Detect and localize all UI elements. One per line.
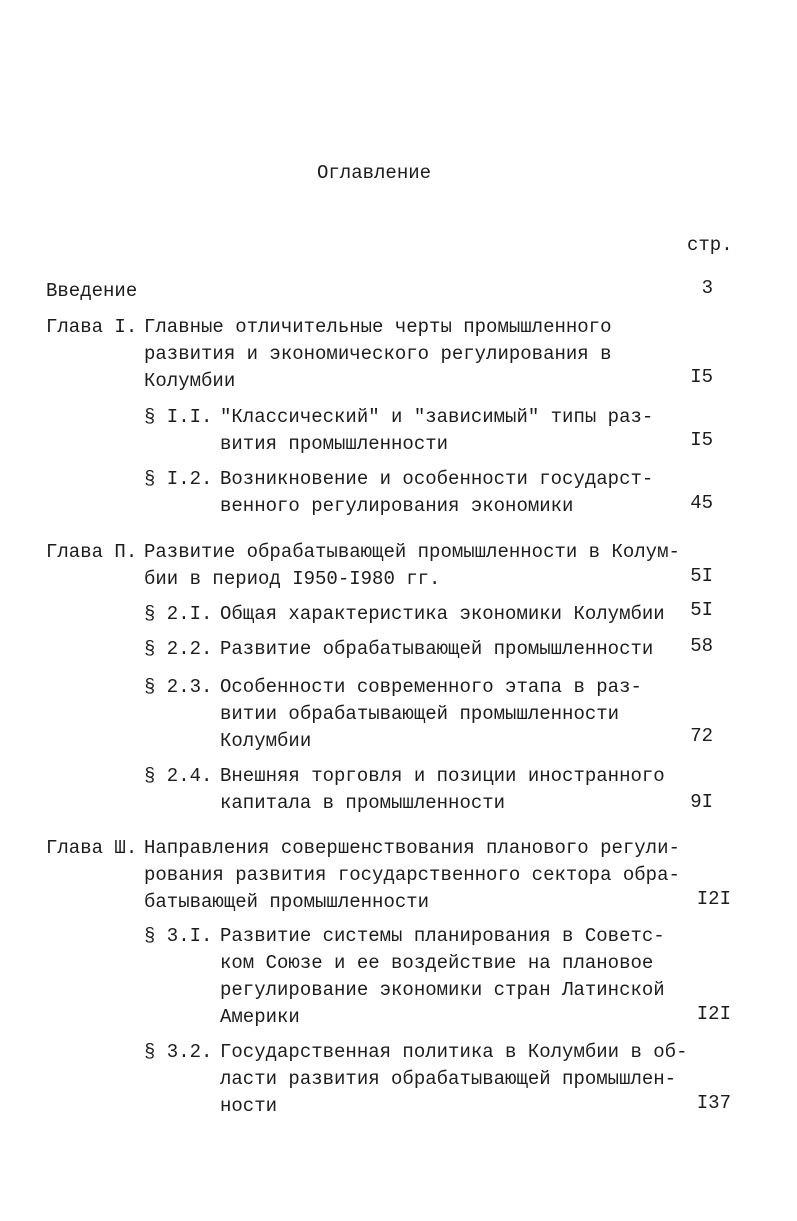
section-1-2-number: § I.2. (144, 468, 213, 490)
section-2-2-number: § 2.2. (144, 638, 213, 660)
section-3-2-line: ласти развития обрабатывающей промышлен- (220, 1068, 677, 1090)
section-2-3-number: § 2.3. (144, 676, 213, 698)
chapter-3-line: батывающей промышленности (144, 891, 430, 913)
section-1-1-line: "Классический" и "зависимый" типы раз- (220, 406, 654, 428)
section-2-1-page: 5I (690, 599, 713, 621)
section-1-2-page: 45 (690, 492, 713, 514)
section-1-1-number: § I.I. (144, 406, 213, 428)
section-2-4-page: 9I (690, 791, 713, 813)
chapter-2-page: 5I (690, 565, 713, 587)
section-2-1-line: Общая характеристика экономики Колумбии (220, 603, 665, 625)
section-3-2-line: Государственная политика в Колумбии в об- (220, 1041, 688, 1063)
section-2-3-line: Особенности современного этапа в раз- (220, 676, 642, 698)
chapter-3-page: I2I (696, 888, 731, 910)
section-2-4-number: § 2.4. (144, 765, 213, 787)
chapter-1-line: Главные отличительные черты промышленного (144, 316, 612, 338)
chapter-3-label: Глава Ш. (46, 837, 138, 859)
section-2-3-line: Колумбии (220, 730, 312, 752)
section-3-1-line: ком Союзе и ее воздействие на плановое (220, 952, 654, 974)
chapter-2-label: Глава П. (46, 541, 138, 563)
chapter-1-line: развития и экономического регулирования в (144, 343, 612, 365)
chapter-1-page: I5 (690, 366, 713, 388)
section-3-1-page: I2I (696, 1003, 731, 1025)
section-1-2-line: венного регулирования экономики (220, 495, 574, 517)
chapter-3-line: Направления совершенствования планового регули- (144, 837, 680, 859)
section-3-2-line: ности (220, 1095, 278, 1117)
chapter-1-line: Колумбии (144, 370, 236, 392)
chapter-1-label: Глава I. (46, 316, 138, 338)
section-3-1-line: Развитие системы планирования в Советс- (220, 925, 665, 947)
section-3-1-line: Америки (220, 1006, 300, 1028)
section-1-1-line: вития промышленности (220, 433, 449, 455)
page-column-header: стр. (687, 234, 733, 256)
section-2-1-number: § 2.I. (144, 603, 213, 625)
intro-page: 3 (701, 277, 713, 299)
chapter-2-line: бии в период I950-I980 гг. (144, 568, 441, 590)
section-3-1-number: § 3.I. (144, 925, 213, 947)
section-2-3-line: витии обрабатывающей промышленности (220, 703, 620, 725)
section-2-4-line: Внешняя торговля и позиции иностранного (220, 765, 665, 787)
section-3-2-number: § 3.2. (144, 1041, 213, 1063)
section-3-2-page: I37 (696, 1092, 731, 1114)
chapter-2-line: Развитие обрабатывающей промышленности в Колум- (144, 541, 680, 563)
section-1-1-page: I5 (690, 429, 713, 451)
section-1-2-line: Возникновение и особенности государст- (220, 468, 654, 490)
intro-label: Введение (46, 280, 138, 302)
toc-title: Оглавление (317, 162, 432, 184)
section-2-2-line: Развитие обрабатывающей промышленности (220, 638, 654, 660)
section-3-1-line: регулирование экономики стран Латинской (220, 979, 665, 1001)
section-2-4-line: капитала в промышленности (220, 792, 506, 814)
section-2-2-page: 58 (690, 635, 713, 657)
chapter-3-line: рования развития государственного сектора обра- (144, 864, 680, 886)
section-2-3-page: 72 (690, 725, 713, 747)
